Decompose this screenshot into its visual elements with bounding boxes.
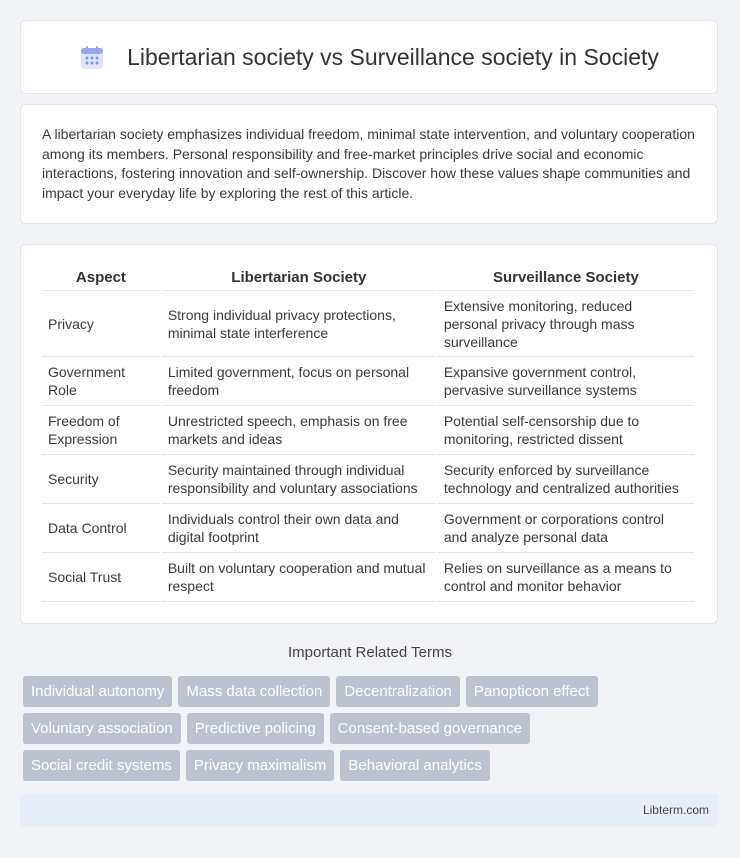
intro-text: A libertarian society emphasizes individual freedom, minimal state intervention, and voluntary cooperation among its members. Personal responsibility and free-market principles drive social and economic interactions, fostering innovation and self-ownership. Discover how these values shape communities and impact your everyday life by exploring the rest of this article. xyxy=(42,126,695,201)
tag-row xyxy=(23,713,723,744)
related-term-tag[interactable]: Social credit systems xyxy=(23,750,180,781)
libertarian-cell: Security maintained through individual responsibility and voluntary associations xyxy=(162,455,436,504)
page-header xyxy=(20,20,718,94)
libertarian-cell: Unrestricted speech, emphasis on free markets and ideas xyxy=(162,406,436,455)
related-term-tag[interactable]: Individual autonomy xyxy=(23,676,172,707)
related-terms-heading: Important Related Terms xyxy=(288,644,452,661)
column-header: Aspect xyxy=(42,265,160,291)
comparison-table xyxy=(40,265,696,602)
column-header: Libertarian Society xyxy=(162,265,436,291)
related-term-tag[interactable]: Mass data collection xyxy=(178,676,330,707)
table-row xyxy=(42,504,694,553)
related-terms-list xyxy=(23,676,723,787)
aspect-cell: Social Trust xyxy=(42,553,160,602)
table-row xyxy=(42,291,694,357)
related-term-tag[interactable]: Panopticon effect xyxy=(466,676,598,707)
surveillance-cell: Security enforced by surveillance technology and centralized authorities xyxy=(438,455,694,504)
tag-row xyxy=(23,676,723,707)
aspect-cell: Security xyxy=(42,455,160,504)
calendar-grid-icon xyxy=(79,45,105,71)
related-term-tag[interactable]: Decentralization xyxy=(336,676,460,707)
surveillance-cell: Potential self-censorship due to monitoring, restricted dissent xyxy=(438,406,694,455)
page-footer xyxy=(20,794,718,827)
surveillance-cell: Expansive government control, pervasive surveillance systems xyxy=(438,357,694,406)
comparison-card xyxy=(20,244,718,624)
table-row xyxy=(42,406,694,455)
table-header-row xyxy=(42,265,694,291)
surveillance-cell: Government or corporations control and analyze personal data xyxy=(438,504,694,553)
surveillance-cell: Relies on surveillance as a means to control and monitor behavior xyxy=(438,553,694,602)
libertarian-cell: Individuals control their own data and digital footprint xyxy=(162,504,436,553)
related-term-tag[interactable]: Predictive policing xyxy=(187,713,324,744)
libertarian-cell: Built on voluntary cooperation and mutual respect xyxy=(162,553,436,602)
related-term-tag[interactable]: Privacy maximalism xyxy=(186,750,335,781)
table-row xyxy=(42,455,694,504)
libertarian-cell: Strong individual privacy protections, minimal state interference xyxy=(162,291,436,357)
page-title: Libertarian society vs Surveillance society in Society xyxy=(127,43,659,70)
related-term-tag[interactable]: Voluntary association xyxy=(23,713,181,744)
aspect-cell: Privacy xyxy=(42,291,160,357)
column-header: Surveillance Society xyxy=(438,265,694,291)
related-term-tag[interactable]: Behavioral analytics xyxy=(340,750,489,781)
aspect-cell: Government Role xyxy=(42,357,160,406)
surveillance-cell: Extensive monitoring, reduced personal privacy through mass surveillance xyxy=(438,291,694,357)
footer-site-link[interactable]: Libterm.com xyxy=(642,803,709,817)
tag-row xyxy=(23,750,723,781)
table-row xyxy=(42,553,694,602)
aspect-cell: Freedom of Expression xyxy=(42,406,160,455)
libertarian-cell: Limited government, focus on personal freedom xyxy=(162,357,436,406)
intro-card xyxy=(20,104,718,224)
related-term-tag[interactable]: Consent-based governance xyxy=(330,713,530,744)
aspect-cell: Data Control xyxy=(42,504,160,553)
table-row xyxy=(42,357,694,406)
